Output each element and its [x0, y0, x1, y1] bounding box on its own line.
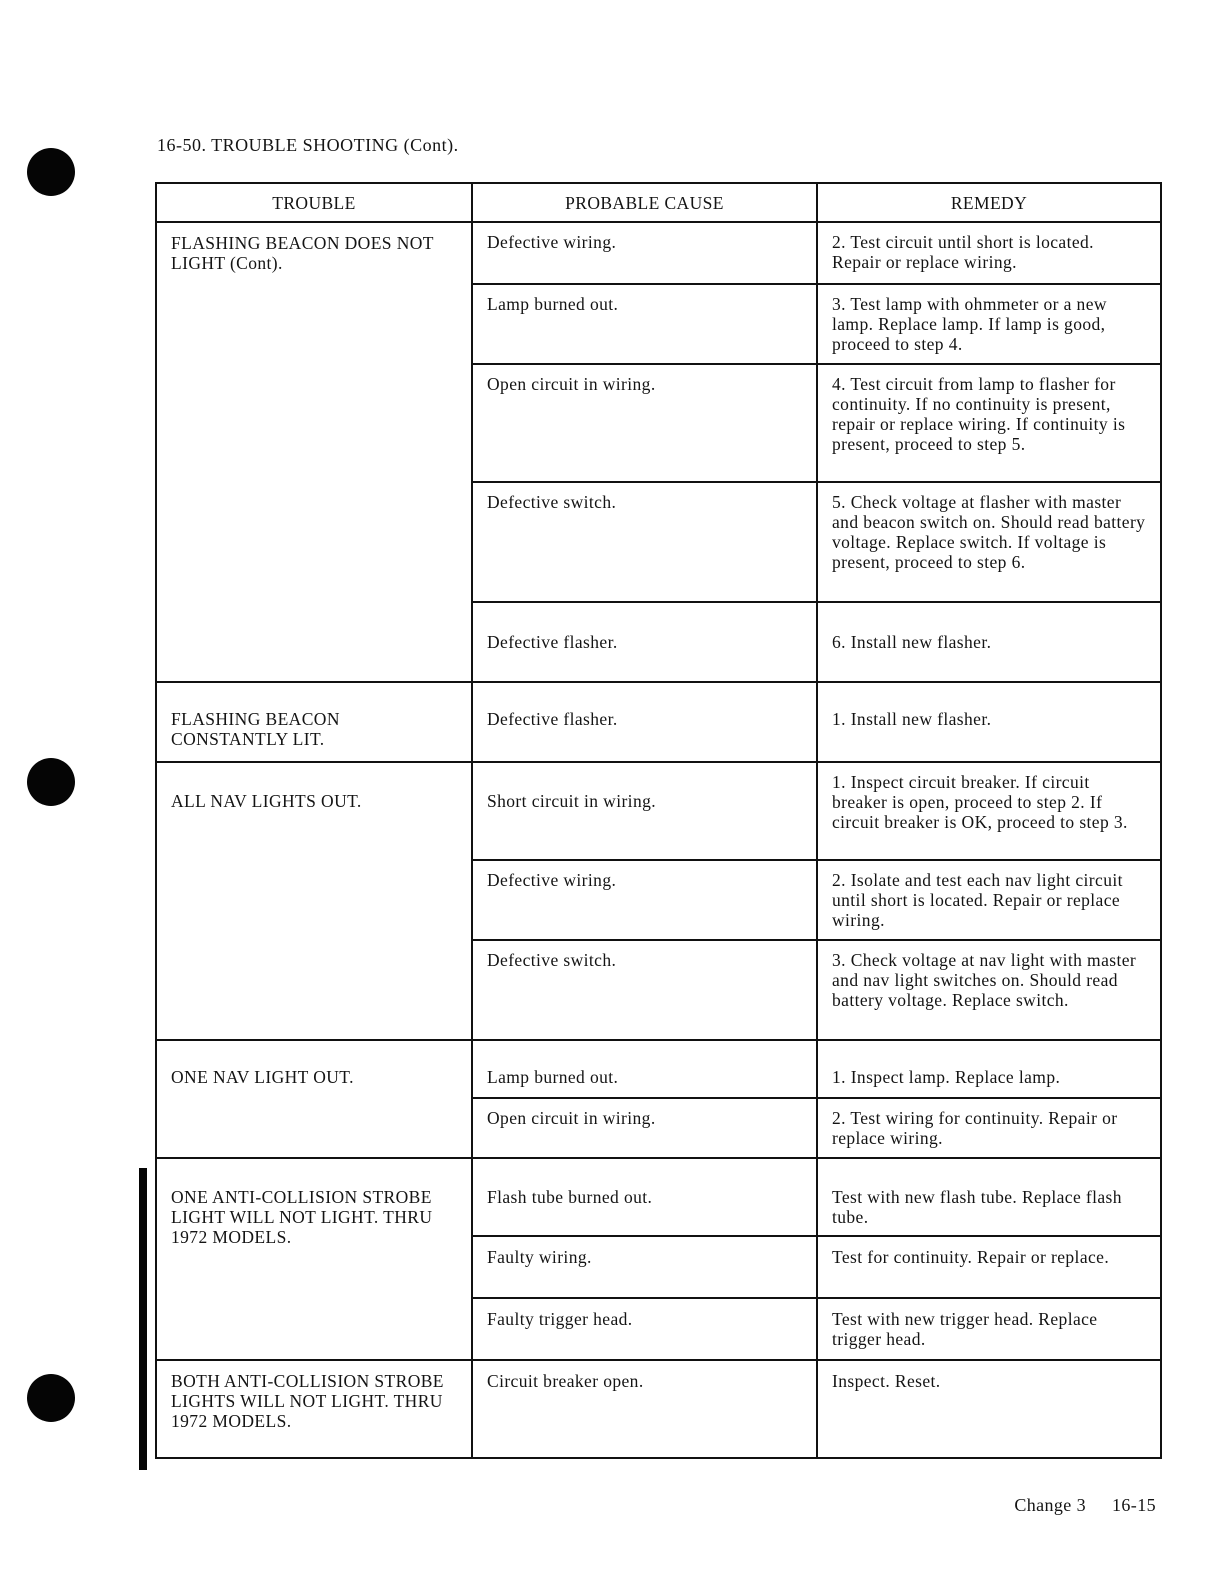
- cause-cell: Open circuit in wiring.: [472, 364, 817, 482]
- remedy-cell: 1. Inspect lamp. Replace lamp.: [817, 1040, 1161, 1098]
- cause-cell: Flash tube burned out.: [472, 1158, 817, 1236]
- table-row: [156, 1158, 1161, 1236]
- change-label: Change 3: [1014, 1495, 1086, 1515]
- trouble-cell: FLASHING BEACON DOES NOT LIGHT (Cont).: [156, 222, 472, 682]
- trouble-cell: FLASHING BEACON CONSTANTLY LIT.: [156, 682, 472, 762]
- binder-hole-middle: [27, 758, 75, 806]
- cause-cell: Defective switch.: [472, 940, 817, 1040]
- trouble-cell: ONE ANTI-COLLISION STROBE LIGHT WILL NOT LIGHT. THRU 1972 MODELS.: [156, 1158, 472, 1360]
- remedy-cell: 6. Install new flasher.: [817, 602, 1161, 682]
- table-row: [156, 682, 1161, 762]
- remedy-cell: 3. Check voltage at nav light with master and nav light switches on. Should read battery voltage. Replace switch.: [817, 940, 1161, 1040]
- remedy-cell: 2. Test circuit until short is located. Repair or replace wiring.: [817, 222, 1161, 284]
- remedy-cell: 3. Test lamp with ohmmeter or a new lamp. Replace lamp. If lamp is good, proceed to step 4.: [817, 284, 1161, 364]
- page-footer: [1014, 1495, 1156, 1516]
- cause-cell: Faulty wiring.: [472, 1236, 817, 1298]
- cause-cell: Open circuit in wiring.: [472, 1098, 817, 1158]
- remedy-cell: 2. Test wiring for continuity. Repair or replace wiring.: [817, 1098, 1161, 1158]
- cause-cell: Lamp burned out.: [472, 1040, 817, 1098]
- trouble-cell: BOTH ANTI-COLLISION STROBE LIGHTS WILL NOT LIGHT. THRU 1972 MODELS.: [156, 1360, 472, 1458]
- revision-change-bar: [139, 1168, 147, 1470]
- binder-hole-top: [27, 148, 75, 196]
- cause-cell: Defective wiring.: [472, 222, 817, 284]
- page-number: 16-15: [1112, 1495, 1156, 1515]
- cause-cell: Lamp burned out.: [472, 284, 817, 364]
- table-row: [156, 222, 1161, 284]
- cause-cell: Short circuit in wiring.: [472, 762, 817, 860]
- remedy-cell: Inspect. Reset.: [817, 1360, 1161, 1458]
- remedy-cell: Test with new flash tube. Replace flash tube.: [817, 1158, 1161, 1236]
- cause-cell: Circuit breaker open.: [472, 1360, 817, 1458]
- header-probable-cause: PROBABLE CAUSE: [472, 183, 817, 222]
- trouble-cell: ONE NAV LIGHT OUT.: [156, 1040, 472, 1158]
- cause-cell: Defective flasher.: [472, 602, 817, 682]
- remedy-cell: 2. Isolate and test each nav light circuit until short is located. Repair or replace wiring.: [817, 860, 1161, 940]
- remedy-cell: 4. Test circuit from lamp to flasher for continuity. If no continuity is present, repair or replace wiring. If continuity is present, proceed to step 5.: [817, 364, 1161, 482]
- remedy-cell: Test for continuity. Repair or replace.: [817, 1236, 1161, 1298]
- header-row: [156, 183, 1161, 222]
- troubleshooting-table: [155, 182, 1162, 1459]
- header-trouble: TROUBLE: [156, 183, 472, 222]
- cause-cell: Defective switch.: [472, 482, 817, 602]
- header-remedy: REMEDY: [817, 183, 1161, 222]
- cause-cell: Faulty trigger head.: [472, 1298, 817, 1360]
- remedy-cell: 1. Install new flasher.: [817, 682, 1161, 762]
- section-title: 16-50. TROUBLE SHOOTING (Cont).: [157, 135, 459, 155]
- trouble-cell: ALL NAV LIGHTS OUT.: [156, 762, 472, 1040]
- remedy-cell: Test with new trigger head. Replace trigger head.: [817, 1298, 1161, 1360]
- table-row: [156, 762, 1161, 860]
- cause-cell: Defective flasher.: [472, 682, 817, 762]
- binder-hole-bottom: [27, 1374, 75, 1422]
- remedy-cell: 5. Check voltage at flasher with master and beacon switch on. Should read battery voltage. Replace switch. If voltage is present, proceed to step 6.: [817, 482, 1161, 602]
- table-row: [156, 1360, 1161, 1458]
- table-row: [156, 1040, 1161, 1098]
- cause-cell: Defective wiring.: [472, 860, 817, 940]
- remedy-cell: 1. Inspect circuit breaker. If circuit breaker is open, proceed to step 2. If circuit breaker is OK, proceed to step 3.: [817, 762, 1161, 860]
